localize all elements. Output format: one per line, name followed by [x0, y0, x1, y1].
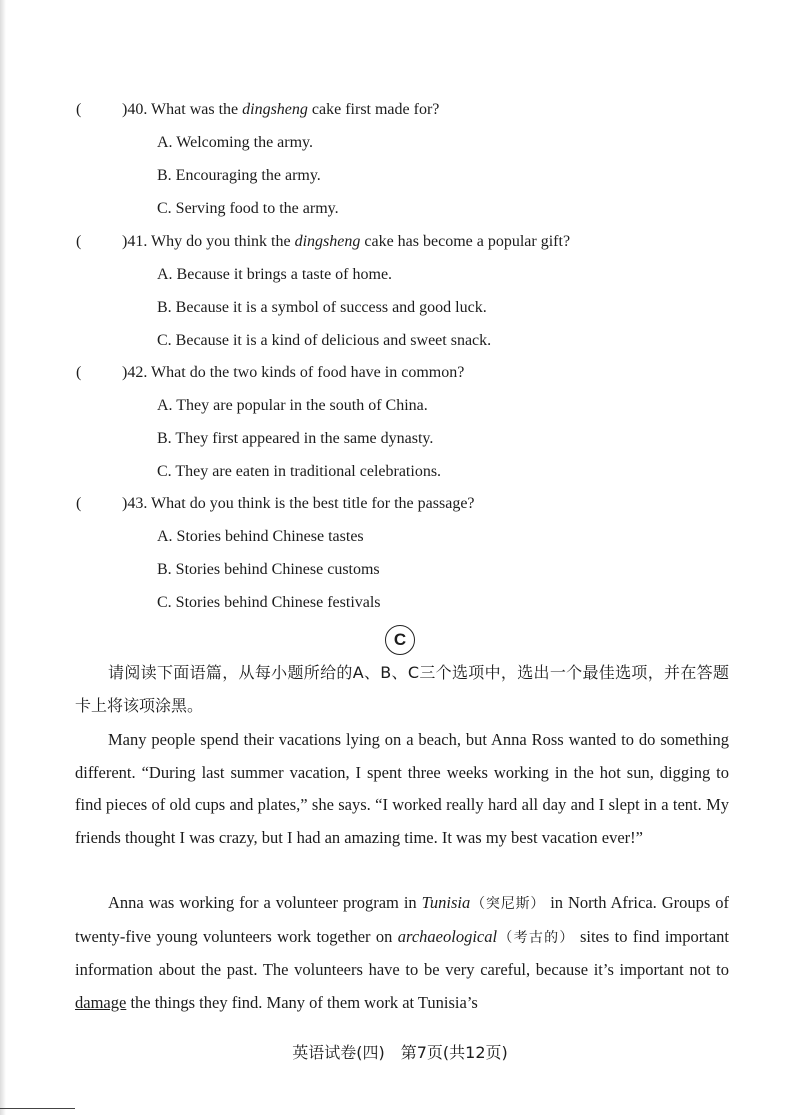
option-b: B. Because it is a symbol of success and good luck.	[157, 299, 487, 316]
option-a: A. Stories behind Chinese tastes	[157, 528, 364, 545]
underlined-word: damage	[75, 992, 127, 1012]
option-a: A. Welcoming the army.	[157, 134, 314, 151]
option-c: C. Serving food to the army.	[157, 200, 339, 217]
option-a: A. Because it brings a taste of home.	[157, 266, 393, 283]
option-c: C. Because it is a kind of delicious and sweet snack.	[157, 332, 492, 349]
answer-paren: (	[76, 364, 82, 381]
option-b: B. Encouraging the army.	[157, 167, 321, 184]
answer-paren: (	[76, 495, 82, 512]
question-text: )41. Why do you think the dingsheng cake has become a popular gift?	[122, 233, 571, 250]
section-instructions: 请阅读下面语篇，从每小题所给的A、B、C三个选项中，选出一个最佳选项，并在答题卡上将该项涂黑。	[75, 663, 729, 715]
option-b: B. Stories behind Chinese customs	[157, 561, 380, 578]
option-a: A. They are popular in the south of China.	[157, 397, 428, 414]
page-footer: 英语试卷(四) 第7页(共12页)	[292, 1043, 508, 1062]
section-c-badge	[385, 625, 415, 655]
scan-shadow	[0, 0, 6, 1115]
answer-paren: (	[76, 101, 82, 118]
passage-paragraph-2: Anna was working for a volunteer program in Tunisia（突尼斯） in North Africa. Groups of twenty-five young volunteers work together on archaeological（考古的） sites to find important information about the past. The volunteers have to be very careful, because it’s important not to damage the things they find. Many of them work at Tunisia’s	[75, 893, 730, 1012]
option-b: B. They first appeared in the same dynasty.	[157, 430, 434, 447]
option-c: C. Stories behind Chinese festivals	[157, 594, 381, 611]
answer-paren: (	[76, 233, 82, 250]
scan-artifact-line	[0, 1108, 75, 1109]
section-label: C	[393, 630, 407, 649]
question-text: )42. What do the two kinds of food have in common?	[122, 364, 465, 381]
passage-paragraph-1: Many people spend their vacations lying on a beach, but Anna Ross wanted to do something different. “During last summer vacation, I spent three weeks working in the hot sun, digging to find pieces of old cups and plates,” she says. “I worked really hard all day and I slept in a tent. My friends thought I was crazy, but I had an amazing time. It was my best vacation ever!”	[75, 730, 729, 847]
question-text: )43. What do you think is the best title for the passage?	[122, 495, 475, 512]
question-text: )40. What was the dingsheng cake first made for?	[122, 101, 440, 118]
option-c: C. They are eaten in traditional celebrations.	[157, 463, 442, 480]
